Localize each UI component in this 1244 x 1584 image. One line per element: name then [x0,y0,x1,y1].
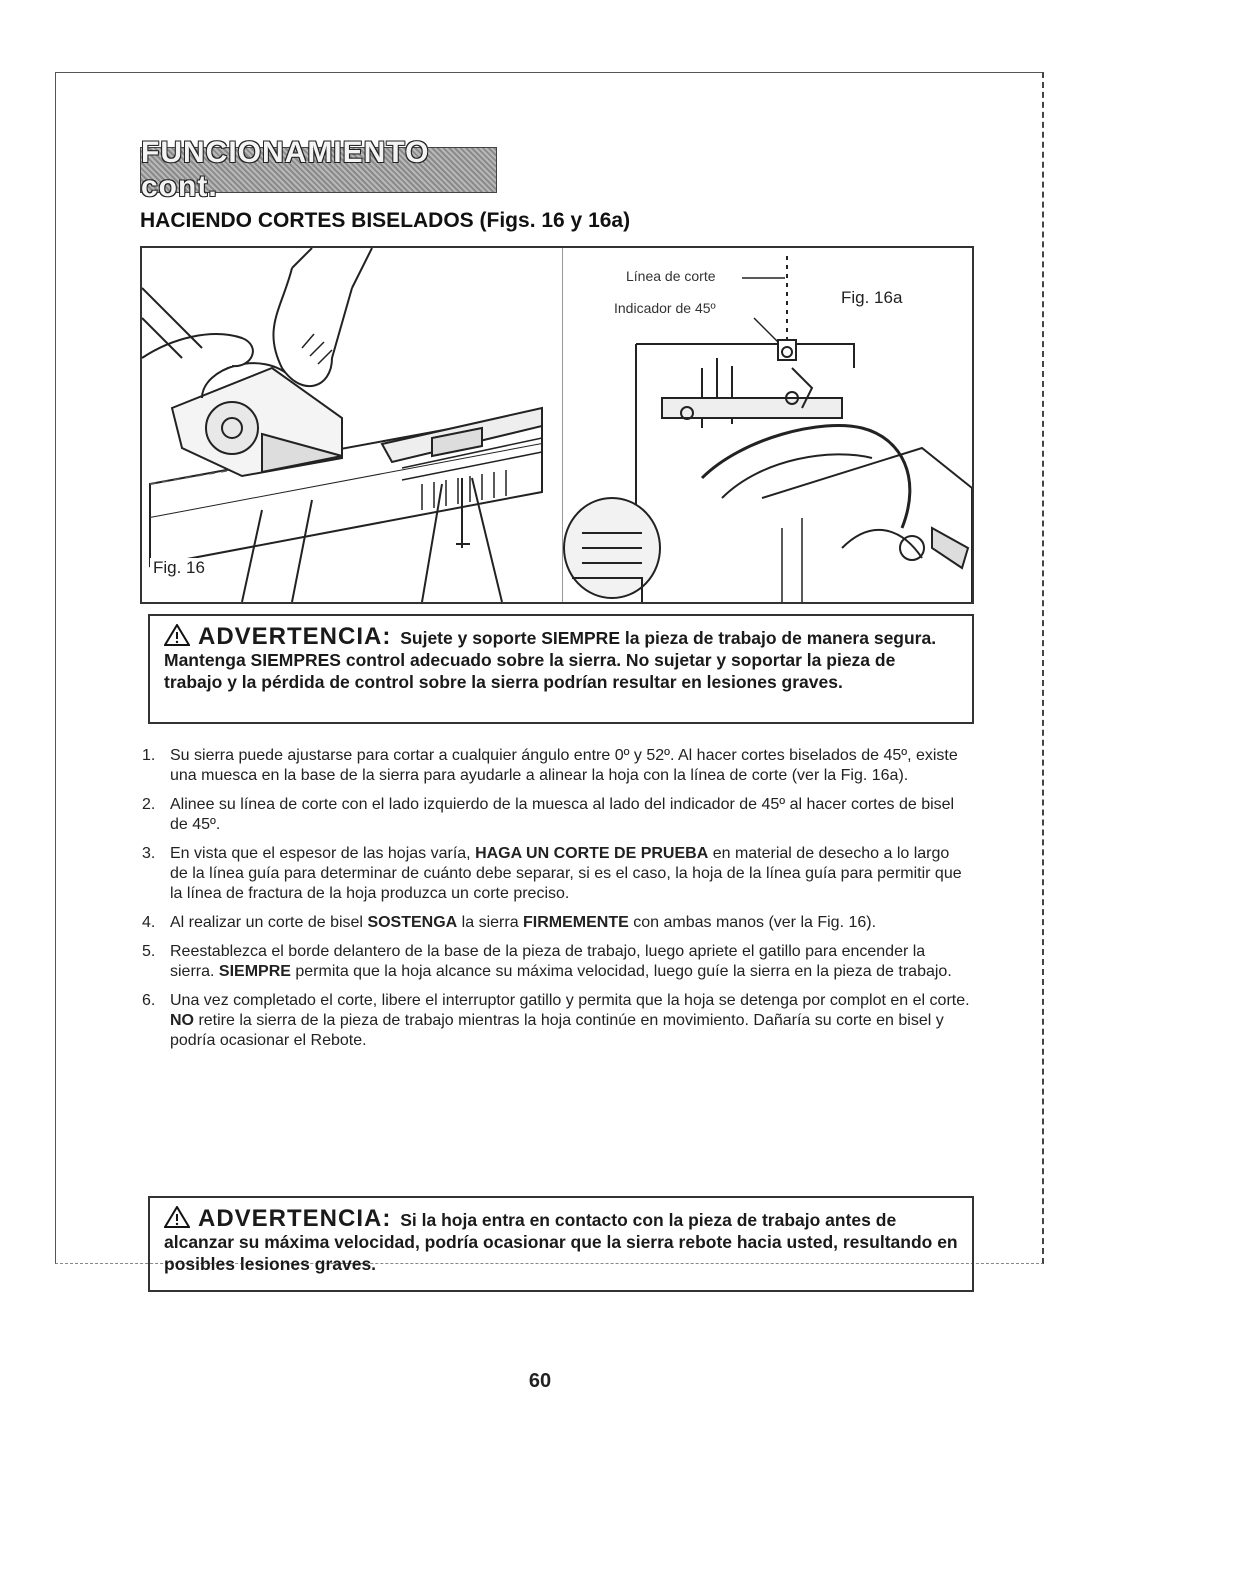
step-text: Al realizar un corte de bisel [170,914,368,931]
callout-indicator: Indicador de 45º [614,300,716,316]
warning-top-title: ADVERTENCIA: [198,623,392,650]
step-number: 5. [142,943,156,960]
warning-box-top [148,614,974,724]
page-number: 60 [528,1370,552,1392]
section-title: HACIENDO CORTES BISELADOS (Figs. 16 y 16a) [140,209,631,232]
step-text: en material de desecho a lo largo de la línea guía para determinar de cuánto debe separar, si es el caso, la hoja de la línea guía para permitir que la línea de fractura de la hoja produzca un corte preciso. [170,845,962,902]
step-emphasis: NO [170,1012,194,1029]
warning-triangle-icon [164,624,190,646]
step-text: permita que la hoja alcance su máxima velocidad, luego guíe la sierra en la pieza de trabajo. [290,963,952,980]
step-text: Alinee su línea de corte con el lado izquierdo de la muesca al lado del indicador de 45º al hacer cortes de bisel de 45º. [170,796,955,833]
step-emphasis: HAGA UN CORTE DE PRUEBA [475,845,709,862]
step-text: Reestablezca el borde delantero de la base de la pieza de trabajo, luego apriete el gatillo para encender la sierra. [170,943,926,980]
step-text: En vista que el espesor de las hojas varía, [170,845,476,862]
callout-cut-line: Línea de corte [626,268,716,284]
step-text: Una vez completado el corte, libere el interruptor gatillo y permita que la hoja se detenga por complot en el corte. [170,992,970,1009]
step-item [140,991,970,1051]
step-number: 2. [142,796,156,813]
warning-triangle-icon [164,1206,190,1228]
step-number: 3. [142,845,156,862]
step-text: con ambas manos (ver la Fig. 16). [628,914,877,931]
step-text: retire la sierra de la pieza de trabajo mientras la hoja continúe en movimiento. Dañaría su corte en bisel y podría ocasionar el Rebote. [170,1012,944,1049]
step-number: 6. [142,992,156,1009]
step-emphasis: SOSTENGA [367,914,458,931]
figure-frame [140,246,974,604]
fig16-label: Fig. 16 [150,558,208,578]
step-item [140,913,970,933]
fig16a-label: Fig. 16a [838,288,905,308]
step-item [140,942,970,982]
section-banner: FUNCIONAMIENTO cont. [140,147,497,193]
warning-bottom-text: Si la hoja entra en contacto con la pieza de trabajo antes de alcanzar su máxima velocidad, podría ocasionar que la sierra rebote hacia usted, resultando en posibles lesiones graves. [164,1210,958,1274]
step-text: la sierra [457,914,524,931]
step-item [140,795,970,835]
warning-box-bottom [148,1196,974,1292]
step-text: Su sierra puede ajustarse para cortar a cualquier ángulo entre 0º y 52º. Al hacer cortes biselados de 45º, existe una muesca en la base de la sierra para ayudarle a alinear la hoja con la línea de corte (ver la Fig. 16a). [170,747,958,784]
step-item [140,844,970,904]
step-item [140,746,970,786]
warning-bottom-title: ADVERTENCIA: [198,1205,392,1232]
step-number: 1. [142,747,156,764]
warning-top-text: Sujete y soporte SIEMPRE la pieza de trabajo de manera segura. Mantenga SIEMPRES control adecuado sobre la sierra. No sujetar y soportar la pieza de trabajo y la pérdida de control sobre la sierra podrían resultar en lesiones graves. [164,628,937,692]
steps-list [140,746,970,1060]
step-number: 4. [142,914,156,931]
step-emphasis: FIRMEMENTE [523,914,629,931]
step-emphasis: SIEMPRE [218,963,291,980]
